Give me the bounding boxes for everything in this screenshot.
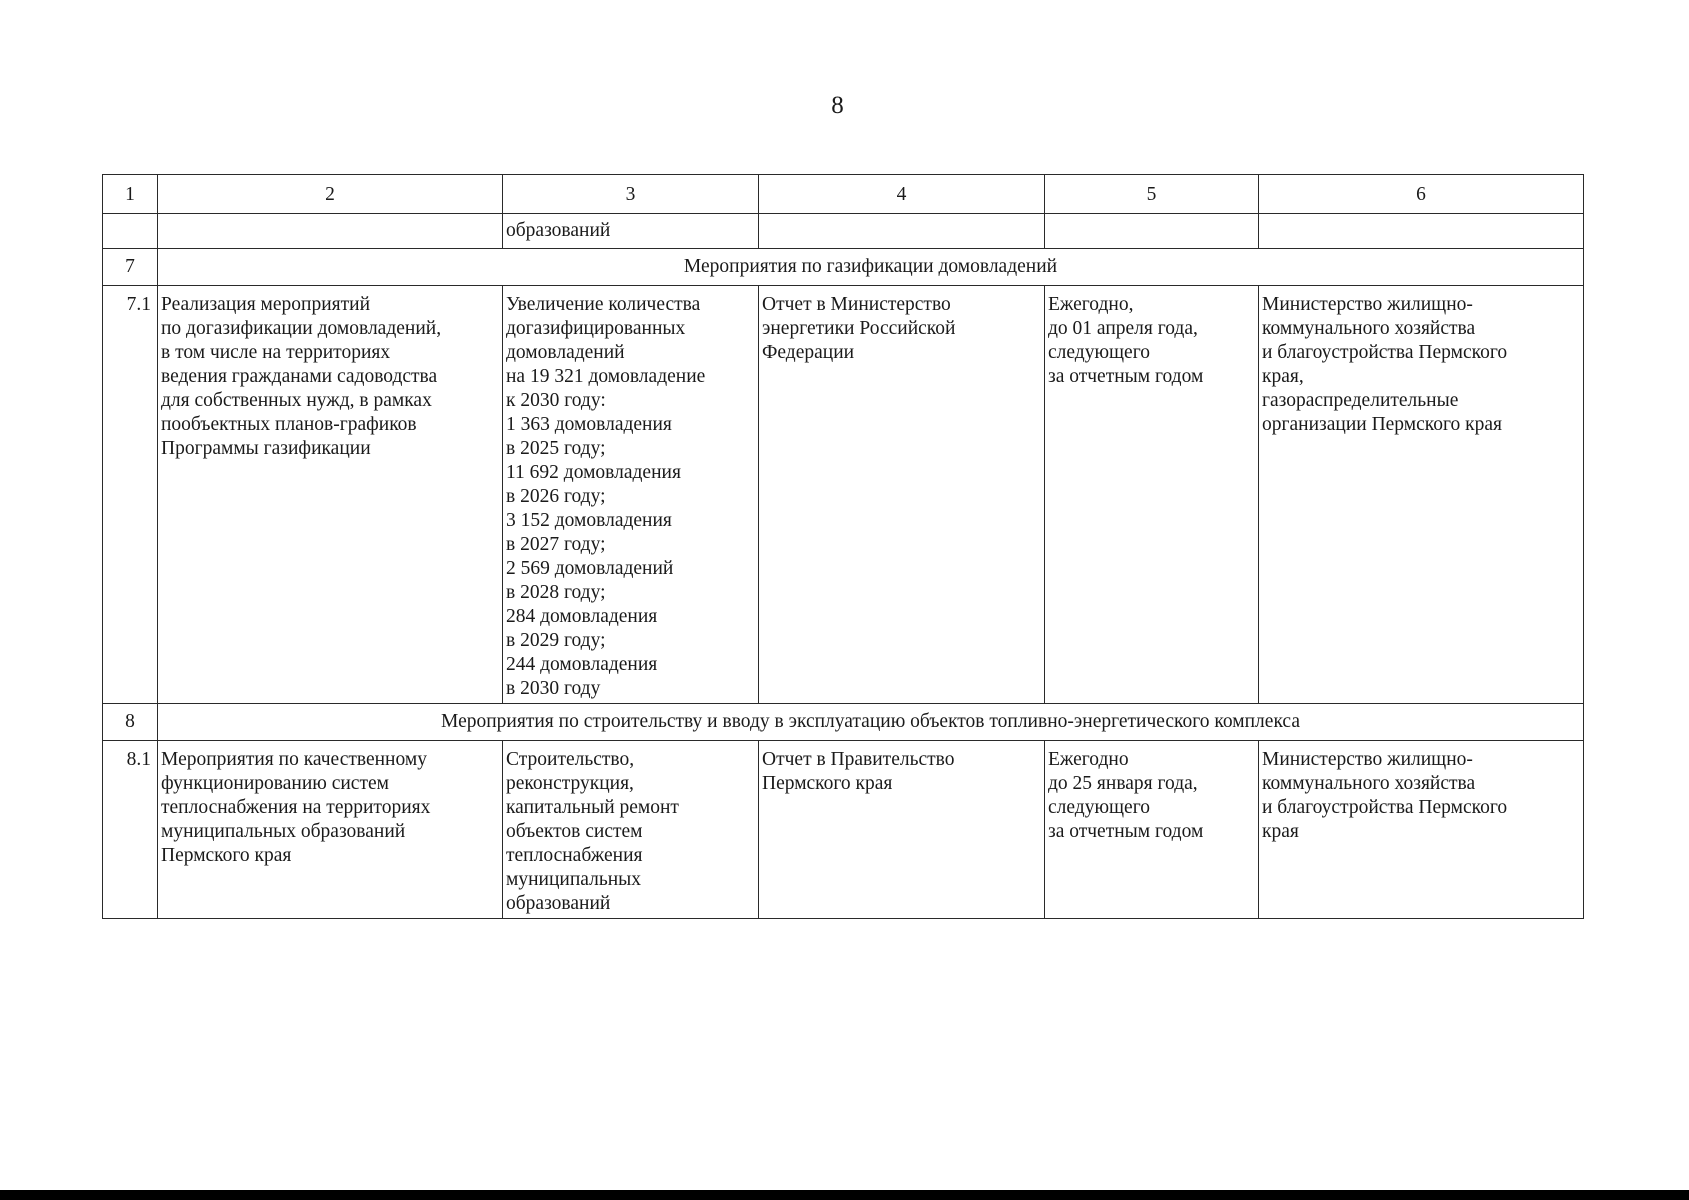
text-line: Реализация мероприятий [161,294,371,315]
report-form-cell [759,741,1045,919]
target-indicator-text [506,748,755,916]
text-line: Отчет в Правительство [762,749,955,770]
text-line: следующего [1048,797,1150,818]
text-line: теплоснабжения [506,845,643,866]
text-line: реконструкция, [506,773,634,794]
text-line: Федерации [762,342,855,363]
text-line: 3 152 домовладения [506,510,672,531]
responsible-text [1262,748,1580,844]
text-line: коммунального хозяйства [1262,773,1476,794]
column-header: 3 [503,175,759,214]
text-line: и благоустройства Пермского [1262,342,1508,363]
text-line: за отчетным годом [1048,366,1204,387]
text-line: Отчет в Министерство [762,294,951,315]
text-line: капитальный ремонт [506,797,679,818]
deadline-cell [1045,286,1259,704]
responsible-text [1262,293,1580,437]
deadline-cell [1045,741,1259,919]
measure-name-text [161,748,499,868]
responsible-cell [1259,741,1584,919]
text-line: к 2030 году: [506,390,606,411]
table-row [103,741,1584,919]
text-line: Ежегодно [1048,749,1129,770]
section-title: Мероприятия по газификации домовладений [158,249,1584,286]
text-line: 11 692 домовладения [506,462,681,483]
section-row-gasification [103,249,1584,286]
text-line: следующего [1048,342,1150,363]
column-header: 4 [759,175,1045,214]
text-line: Пермского края [762,773,893,794]
text-line: для собственных нужд, в рамках [161,390,432,411]
text-line: края, [1262,366,1304,387]
text-line: Программы газификации [161,438,371,459]
text-line: на 19 321 домовладение [506,366,706,387]
text-line: организации Пермского края [1262,414,1502,435]
text-line: в 2030 году [506,678,601,699]
item-number: 8.1 [103,741,158,919]
text-line: в 2029 году; [506,630,606,651]
measures-table [102,174,1584,919]
text-line: в 2028 году; [506,582,606,603]
text-line: Министерство жилищно- [1262,749,1473,770]
text-line: в том числе на территориях [161,342,391,363]
text-line: Увеличение количества [506,294,701,315]
text-line: в 2025 году; [506,438,606,459]
deadline-text [1048,748,1255,844]
text-line: образований [506,893,611,914]
text-line: Министерство жилищно- [1262,294,1473,315]
text-line: 2 569 домовладений [506,558,674,579]
item-number: 7.1 [103,286,158,704]
table-cell [1045,214,1259,249]
section-number: 8 [103,704,158,741]
text-line: объектов систем [506,821,643,842]
text-line: 284 домовладения [506,606,658,627]
section-number: 7 [103,249,158,286]
target-indicator-cell [503,741,759,919]
measure-name-cell [158,286,503,704]
text-line: Мероприятия по качественному [161,749,427,770]
text-line: края [1262,821,1299,842]
text-line: теплоснабжения на территориях [161,797,431,818]
text-line: функционированию систем [161,773,389,794]
text-line: Пермского края [161,845,292,866]
text-line: до 25 января года, [1048,773,1198,794]
text-line: домовладений [506,342,625,363]
text-line: Строительство, [506,749,635,770]
section-row-fuel-energy [103,704,1584,741]
column-header-row [103,175,1584,214]
page-number: 8 [831,92,844,119]
text-line: и благоустройства Пермского [1262,797,1508,818]
column-header: 6 [1259,175,1584,214]
table-row [103,286,1584,704]
measure-name-text [161,293,499,461]
deadline-text [1048,293,1255,389]
report-form-cell [759,286,1045,704]
text-line: 1 363 домовладения [506,414,672,435]
text-line: 244 домовладения [506,654,658,675]
column-header: 1 [103,175,158,214]
target-indicator-text [506,293,755,701]
table-cell [759,214,1045,249]
table-cell [1259,214,1584,249]
scan-edge-bar [0,1190,1689,1200]
section-title: Мероприятия по строительству и вводу в эксплуатацию объектов топливно-энергетического комплекса [158,704,1584,741]
text-line: коммунального хозяйства [1262,318,1476,339]
measure-name-cell [158,741,503,919]
table-cell [103,214,158,249]
report-form-text [762,293,1041,365]
text-line: догазифицированных [506,318,686,339]
column-header: 2 [158,175,503,214]
table-cell [158,214,503,249]
table-cell: образований [503,214,759,249]
text-line: до 01 апреля года, [1048,318,1198,339]
text-line: муниципальных [506,869,642,890]
text-line: ведения гражданами садоводства [161,366,438,387]
text-line: пообъектных планов-графиков [161,414,417,435]
text-line: Ежегодно, [1048,294,1134,315]
continuation-row [103,214,1584,249]
text-line: за отчетным годом [1048,821,1204,842]
text-line: в 2026 году; [506,486,606,507]
text-line: газораспределительные [1262,390,1459,411]
text-line: в 2027 году; [506,534,606,555]
text-line: по догазификации домовладений, [161,318,442,339]
report-form-text [762,748,1041,796]
text-line: энергетики Российской [762,318,956,339]
responsible-cell [1259,286,1584,704]
text-line: муниципальных образований [161,821,406,842]
column-header: 5 [1045,175,1259,214]
target-indicator-cell [503,286,759,704]
